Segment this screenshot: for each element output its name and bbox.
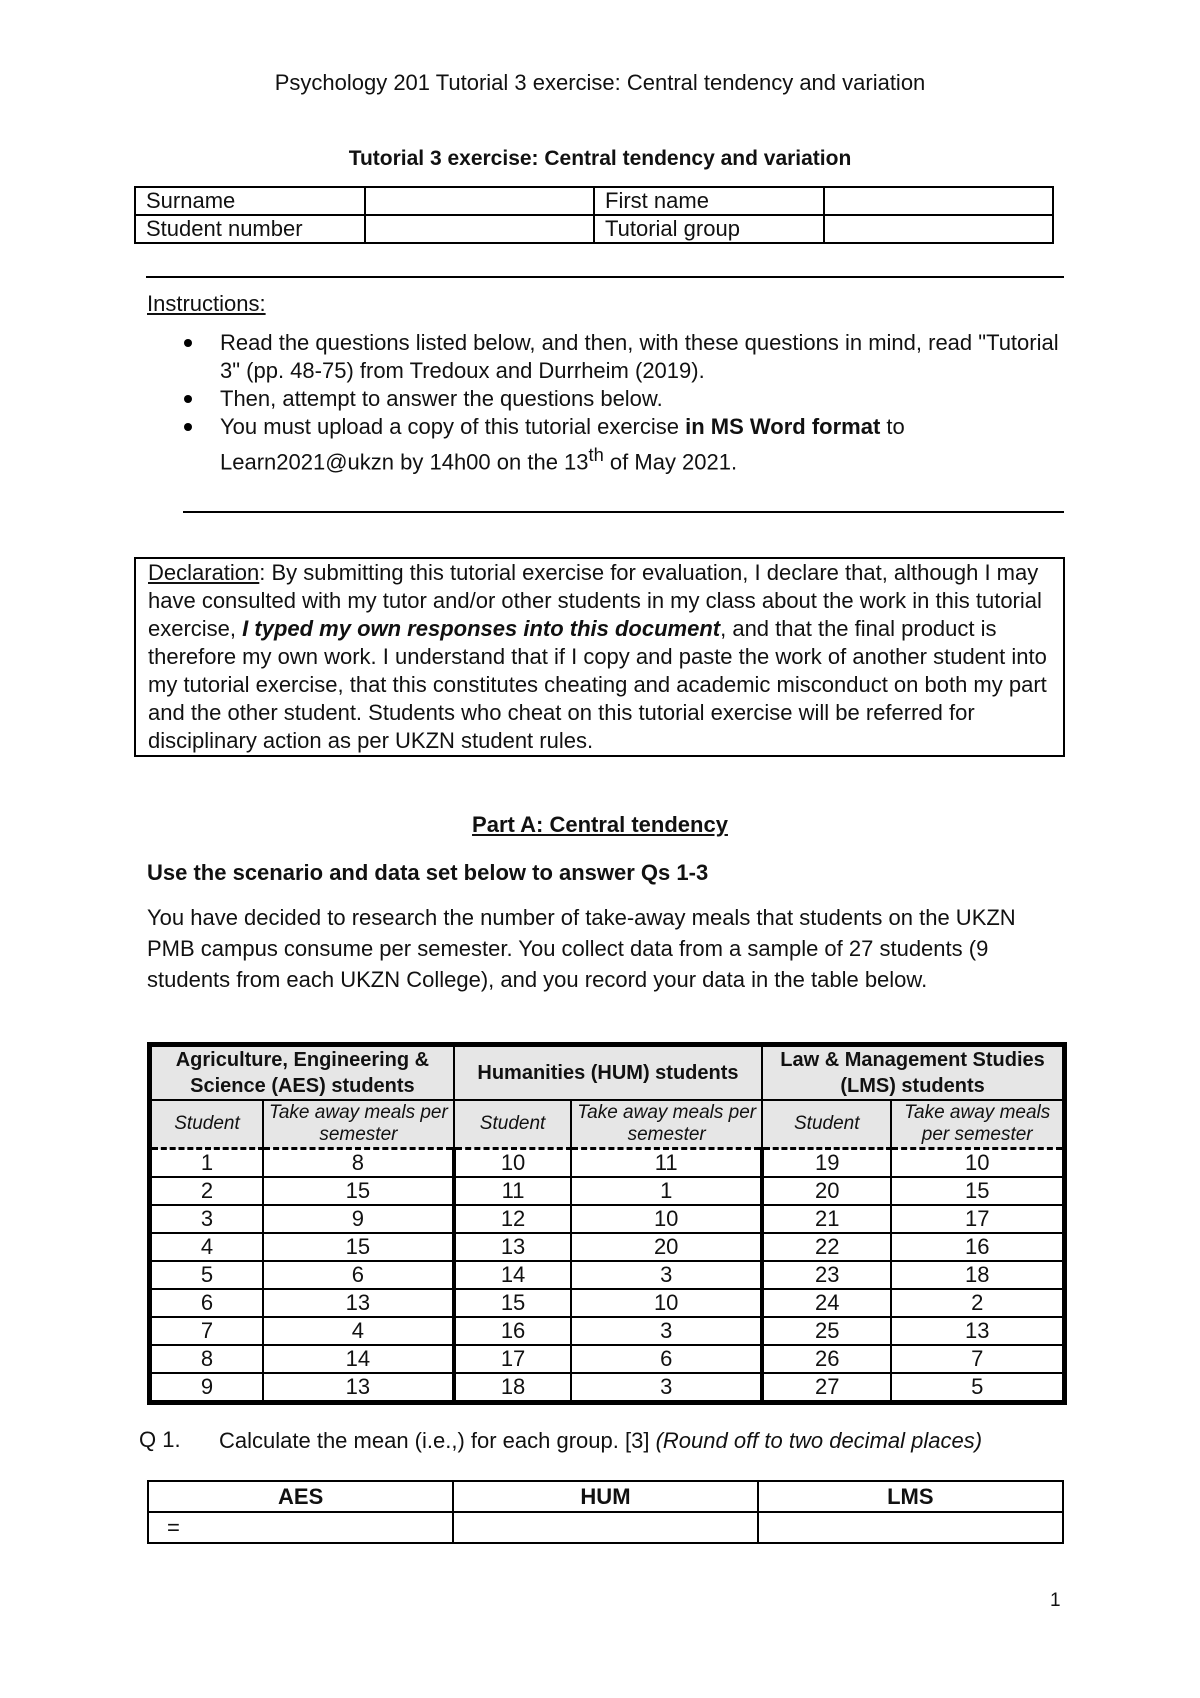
tutorial-group-field[interactable]: [824, 215, 1053, 243]
student-id-cell: 6: [150, 1289, 264, 1317]
meals-value-cell: 3: [571, 1261, 762, 1289]
meals-value-cell: 6: [263, 1261, 454, 1289]
meals-value-cell: 13: [263, 1289, 454, 1317]
meals-value-cell: 8: [263, 1149, 454, 1178]
meals-value-cell: 9: [263, 1205, 454, 1233]
table-row: [150, 1345, 1065, 1373]
student-id-cell: 27: [762, 1373, 891, 1403]
student-id-cell: 15: [454, 1289, 571, 1317]
column-header-meals: Take away meals per semester: [891, 1100, 1064, 1149]
instruction-item: Read the questions listed below, and then, with these questions in mind, read "Tutorial 3" (pp. 48-75) from Tredoux and Durrheim (2019).: [170, 329, 1070, 385]
student-id-cell: 26: [762, 1345, 891, 1373]
student-id-cell: 13: [454, 1233, 571, 1261]
meals-value-cell: 6: [571, 1345, 762, 1373]
column-header-student: Student: [150, 1100, 264, 1149]
student-id-cell: 22: [762, 1233, 891, 1261]
table-row: [150, 1177, 1065, 1205]
bullet-icon: [184, 423, 192, 431]
meals-value-cell: 10: [571, 1205, 762, 1233]
bullet-icon: [184, 339, 192, 347]
student-id-cell: 3: [150, 1205, 264, 1233]
table-row: [150, 1233, 1065, 1261]
scenario-text: You have decided to research the number of take-away meals that students on the UKZN PMB campus consume per semester. You collect data from a sample of 27 students (9 students from each UKZN College), and you record your data in the table below.: [147, 905, 1016, 992]
answer-cell-hum[interactable]: [453, 1512, 757, 1543]
student-id-cell: 10: [454, 1149, 571, 1178]
college-header-lms: Law & Management Studies (LMS) students: [762, 1045, 1064, 1101]
student-id-cell: 5: [150, 1261, 264, 1289]
declaration-emphasis: I typed my own responses into this document: [242, 616, 721, 641]
answer-header-aes: AES: [148, 1481, 453, 1512]
student-id-cell: 17: [454, 1345, 571, 1373]
meals-value-cell: 2: [891, 1289, 1064, 1317]
meals-value-cell: 15: [263, 1233, 454, 1261]
document-title: Tutorial 3 exercise: Central tendency and variation: [348, 147, 852, 170]
meals-value-cell: 16: [891, 1233, 1064, 1261]
surname-label: Surname: [135, 187, 365, 215]
college-header-aes: Agriculture, Engineering & Science (AES) students: [150, 1045, 454, 1101]
surname-field[interactable]: [365, 187, 594, 215]
student-id-cell: 19: [762, 1149, 891, 1178]
page-header: Psychology 201 Tutorial 3 exercise: Central tendency and variation: [274, 70, 926, 95]
college-header-hum: Humanities (HUM) students: [454, 1045, 762, 1101]
student-id-cell: 4: [150, 1233, 264, 1261]
student-id-cell: 1: [150, 1149, 264, 1178]
declaration-box: Declaration: By submitting this tutorial exercise for evaluation, I declare that, although I may have consulted with my tutor and/or other students in my class about the work in this tutorial exercise, I typed my own responses into this document, and that the final product is therefore my own work. I understand that if I copy and paste the work of another student into my tutorial exercise, that this constitutes cheating and academic misconduct on both my part and the other student. Students who cheat on this tutorial exercise will be referred for disciplinary action as per UKZN student rules.: [134, 557, 1065, 757]
meals-value-cell: 13: [263, 1373, 454, 1403]
table-row: [150, 1149, 1065, 1178]
tutorial-group-label: Tutorial group: [594, 215, 824, 243]
student-id-cell: 14: [454, 1261, 571, 1289]
table-row: [150, 1289, 1065, 1317]
first-name-field[interactable]: [824, 187, 1053, 215]
student-id-cell: 8: [150, 1345, 264, 1373]
table-row: [150, 1317, 1065, 1345]
answer-cell-lms[interactable]: [758, 1512, 1063, 1543]
answer-header-lms: LMS: [758, 1481, 1063, 1512]
table-row: [150, 1205, 1065, 1233]
meals-value-cell: 13: [891, 1317, 1064, 1345]
meals-value-cell: 4: [263, 1317, 454, 1345]
meals-value-cell: 17: [891, 1205, 1064, 1233]
column-header-meals: Take away meals per semester: [263, 1100, 454, 1149]
meals-value-cell: 18: [891, 1261, 1064, 1289]
student-id-cell: 23: [762, 1261, 891, 1289]
take-away-meals-table: [147, 1042, 1067, 1405]
meals-value-cell: 3: [571, 1317, 762, 1345]
student-info-table: [134, 186, 1054, 244]
student-id-cell: 16: [454, 1317, 571, 1345]
divider: [183, 511, 1064, 513]
student-number-label: Student number: [135, 215, 365, 243]
answer-header-hum: HUM: [453, 1481, 757, 1512]
meals-value-cell: 5: [891, 1373, 1064, 1403]
instructions-list: [170, 329, 1070, 476]
student-id-cell: 9: [150, 1373, 264, 1403]
student-id-cell: 18: [454, 1373, 571, 1403]
question-1-text: Calculate the mean (i.e.,) for each group. [3] (Round off to two decimal places): [219, 1428, 983, 1453]
student-id-cell: 11: [454, 1177, 571, 1205]
meals-value-cell: 3: [571, 1373, 762, 1403]
instructions-label: Instructions:: [147, 291, 266, 316]
student-number-field[interactable]: [365, 215, 594, 243]
instruction-item: Then, attempt to answer the questions below.: [170, 385, 1070, 413]
question-1-label: Q 1.: [139, 1427, 181, 1452]
scenario-heading: Use the scenario and data set below to answer Qs 1-3: [147, 860, 709, 885]
meals-value-cell: 15: [891, 1177, 1064, 1205]
table-row: [150, 1261, 1065, 1289]
part-a-heading: Part A: Central tendency: [472, 812, 728, 837]
meals-value-cell: 20: [571, 1233, 762, 1261]
table-row: [150, 1373, 1065, 1403]
column-header-meals: Take away meals per semester: [571, 1100, 762, 1149]
answer-cell-aes[interactable]: =: [148, 1512, 453, 1543]
meals-value-cell: 11: [571, 1149, 762, 1178]
student-id-cell: 25: [762, 1317, 891, 1345]
student-id-cell: 21: [762, 1205, 891, 1233]
student-id-cell: 24: [762, 1289, 891, 1317]
first-name-label: First name: [594, 187, 824, 215]
column-header-student: Student: [454, 1100, 571, 1149]
meals-value-cell: 14: [263, 1345, 454, 1373]
meals-value-cell: 1: [571, 1177, 762, 1205]
bullet-icon: [184, 395, 192, 403]
meals-value-cell: 15: [263, 1177, 454, 1205]
meals-value-cell: 10: [571, 1289, 762, 1317]
instruction-item: You must upload a copy of this tutorial exercise in MS Word format to Learn2021@ukzn by 14h00 on the 13th of May 2021.: [170, 413, 1070, 476]
divider: [146, 276, 1064, 278]
meals-value-cell: 10: [891, 1149, 1064, 1178]
column-header-student: Student: [762, 1100, 891, 1149]
meals-value-cell: 7: [891, 1345, 1064, 1373]
page-number: 1: [1050, 1590, 1061, 1611]
student-id-cell: 2: [150, 1177, 264, 1205]
mean-answer-table: [147, 1480, 1064, 1544]
declaration-label: Declaration: [148, 560, 260, 585]
student-id-cell: 20: [762, 1177, 891, 1205]
student-id-cell: 7: [150, 1317, 264, 1345]
student-id-cell: 12: [454, 1205, 571, 1233]
